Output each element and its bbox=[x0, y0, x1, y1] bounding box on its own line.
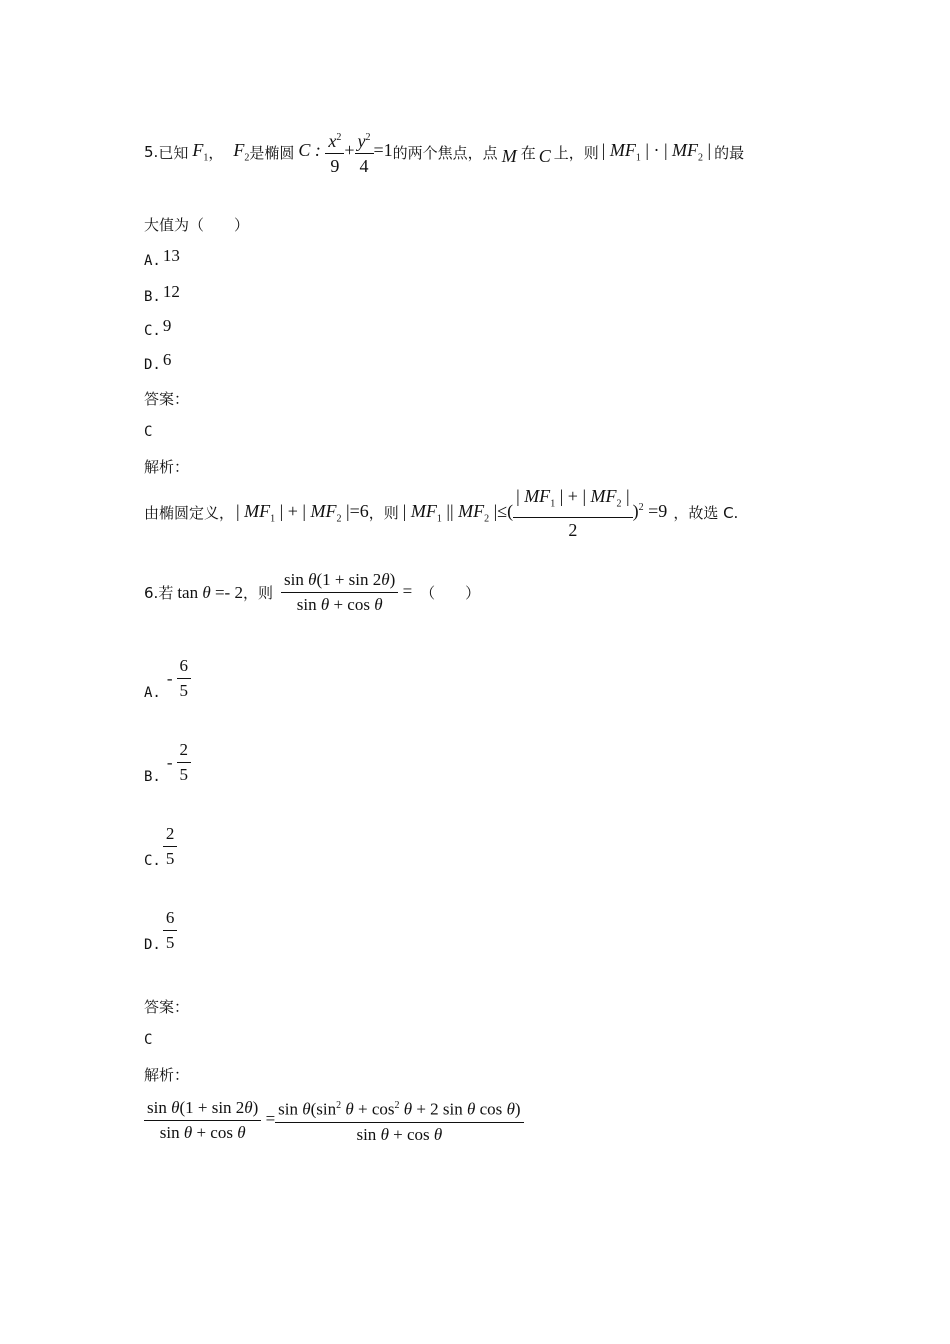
q6-text: ，则 bbox=[242, 584, 273, 602]
q6-answer: C bbox=[144, 1032, 153, 1048]
option-value: 13 bbox=[162, 246, 180, 265]
math-product-expression: | $MF_1$ | · | $MF_2$ | bbox=[601, 140, 712, 164]
analysis-text: ，则 bbox=[368, 504, 399, 523]
q5-text: 上，则 bbox=[553, 143, 599, 162]
q6-option-c bbox=[144, 824, 177, 869]
q5-analysis-label: 解析： bbox=[144, 458, 190, 476]
option-label: B. bbox=[144, 768, 161, 785]
q5-text: 在 bbox=[520, 143, 536, 162]
math-C: C bbox=[538, 145, 551, 166]
q5-option-a bbox=[144, 246, 180, 269]
q5-text: 的两个焦点，点 bbox=[392, 143, 498, 162]
option-value: 12 bbox=[162, 282, 180, 301]
q6-analysis-label: 解析： bbox=[144, 1066, 190, 1084]
option-label: B. bbox=[144, 289, 161, 305]
option-value: 6 bbox=[162, 350, 172, 369]
q5-number: 5. bbox=[144, 143, 159, 161]
option-label: D. bbox=[144, 357, 161, 373]
math-inequality: | $MF_1$ || $MF_2$ |≤( $\frac{| MF_1 | + | MF_2 |}{2}$ )$^2$ =9 bbox=[402, 486, 668, 540]
q5-stem-line2: 大值为（ ） bbox=[144, 216, 250, 234]
q5-analysis-line bbox=[144, 486, 738, 540]
q6-analysis-equation bbox=[144, 1096, 524, 1145]
q5-answer: C bbox=[144, 424, 153, 440]
q6-option-a bbox=[144, 656, 191, 701]
analysis-text: 由椭圆定义， bbox=[144, 504, 235, 523]
q5-option-c bbox=[144, 316, 172, 339]
option-value: 9 bbox=[162, 316, 172, 335]
analysis-text: ，故选 C. bbox=[673, 504, 739, 523]
math-trig-expression: $\frac{\text{sin θ(1 + sin 2θ)}}{\text{sin θ + cos θ}}$ = bbox=[281, 570, 412, 615]
q6-number: 6. bbox=[144, 583, 159, 602]
option-fraction: $\frac{6}{5}$ bbox=[177, 656, 192, 701]
q5-text: 是椭圆 bbox=[249, 143, 295, 162]
q5-option-b bbox=[144, 282, 180, 305]
option-label: A. bbox=[144, 684, 161, 701]
q6-stem bbox=[144, 570, 480, 615]
q6-answer-label: 答案： bbox=[144, 998, 190, 1016]
math-tan-condition: tan θ =- 2 bbox=[177, 582, 243, 602]
math-F2: $F_2$ bbox=[233, 140, 250, 164]
option-sign: - bbox=[166, 668, 173, 688]
math-ellipse-equation: C : $\frac{x^2}{9}$ + $\frac{y^2}{4}$ =1 bbox=[298, 128, 392, 176]
q5-option-d bbox=[144, 350, 172, 373]
option-label: D. bbox=[144, 936, 161, 953]
q5-text: 已知 bbox=[158, 143, 189, 162]
q6-option-b bbox=[144, 740, 191, 785]
q5-text: 的最 bbox=[714, 143, 745, 162]
q6-option-d bbox=[144, 908, 177, 953]
option-label: C. bbox=[144, 323, 161, 339]
answer-blank: （ ） bbox=[420, 584, 481, 602]
option-sign: - bbox=[166, 752, 173, 772]
math-F1: $F_1$ bbox=[192, 140, 209, 164]
q5-answer-label: 答案： bbox=[144, 390, 190, 408]
option-fraction: $\frac{2}{5}$ bbox=[163, 824, 178, 869]
option-label: A. bbox=[144, 253, 161, 269]
q5-text: ， bbox=[208, 143, 224, 162]
option-fraction: $\frac{6}{5}$ bbox=[163, 908, 178, 953]
option-fraction: $\frac{2}{5}$ bbox=[177, 740, 192, 785]
q6-text: 若 bbox=[158, 584, 174, 602]
math-sum-definition: | $MF_1$ | + | $MF_2$ |=6 bbox=[236, 501, 369, 525]
math-analysis-identity: $\frac{\text{sin θ(1 + sin 2θ)}}{\text{sin θ + cos θ}}$ = $\frac{\sin \theta(\sin^2 \theta + \cos^2 \theta + 2 \sin \theta \cos \theta)}{\text{sin θ + cos θ}}$ bbox=[144, 1096, 524, 1145]
option-label: C. bbox=[144, 852, 161, 869]
q5-stem-line1 bbox=[144, 128, 744, 176]
math-M: M bbox=[501, 145, 517, 166]
